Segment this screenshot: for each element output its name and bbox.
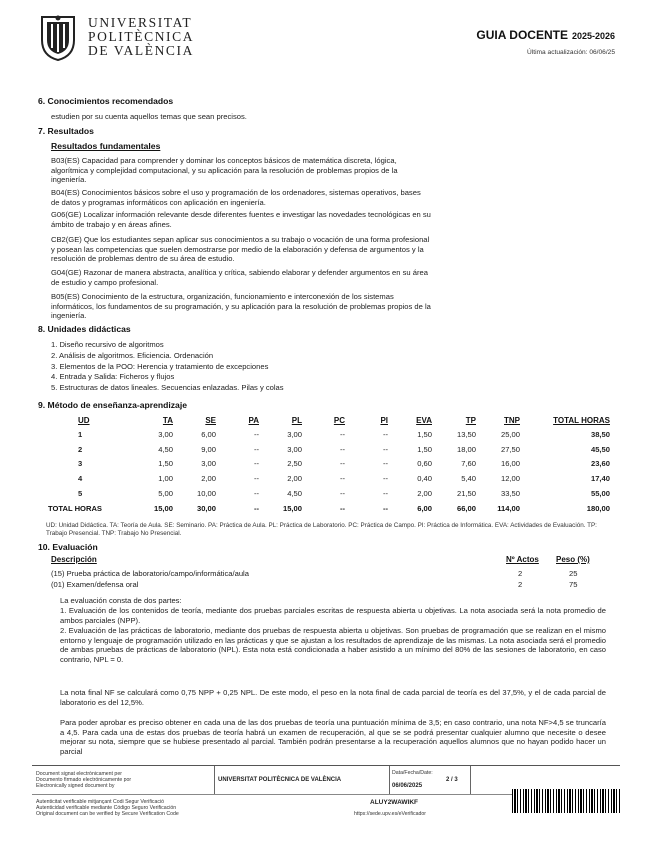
cell: -- [382,504,388,514]
crest-icon [38,14,78,62]
list-item: 3. Elementos de la POO: Herencia y tratamiento de excepciones [51,361,269,371]
eval-paragraph: La evaluación consta de dos partes: [60,596,182,605]
eval-col-peso: Peso (%) [556,555,590,564]
page-number: 2 / 3 [446,777,458,783]
cell: 23,60 [590,459,610,469]
cell: -- [339,489,345,499]
cell: 5,40 [461,474,476,484]
list-item: 1. Diseño recursivo de algoritmos [51,340,164,349]
sig-line: Electronically signed document by [36,783,115,790]
cell: -- [253,489,259,499]
eval-col-desc: Descripción [51,555,97,564]
doc-title [476,28,615,42]
signature-date: 06/06/2025 [392,783,423,789]
cell: 0,40 [417,474,432,484]
col-header: TA [162,415,173,425]
sig-line: Documento firmado electrónicamente por [36,777,132,784]
cell: 66,00 [456,504,476,514]
col-header: PC [333,415,345,425]
university-name-line2: POLITÈCNICA [88,29,195,44]
cell: 30,00 [196,504,216,514]
result-item: B05(ES) Conocimiento de la estructura, organización, funcionamiento e interconexión de los sistemas informáticos, los fundamentos de su programación, y su aplicación para la resolución de problemas propios de la ingeniería. [51,292,431,320]
section-6-title: 6. Conocimientos recomendados [38,96,174,106]
result-item: G06(GE) Localizar información relevante desde diferentes fuentes e investigar las novedades tecnológicas en su ámbito de trabajo y en áreas afines. [51,210,431,229]
eval-row-peso: 25 [569,569,578,578]
cell: -- [382,489,388,499]
verify-line: Original document can be verified by Secure Verification Code [36,811,179,818]
section-7-title: 7. Resultados [38,126,94,136]
result-item: B04(ES) Conocimientos básicos sobre el uso y programación de los ordenadores, sistemas operativos, bases de datos y programas informáticos con aplicación en ingeniería. [51,188,421,207]
cell: 5,00 [158,489,173,499]
cell: 180,00 [586,504,610,514]
cell: 38,50 [590,429,610,439]
university-name-line3: DE VALÈNCIA [88,43,194,58]
cell: 27,50 [500,444,520,454]
cell: 9,00 [201,444,216,454]
col-header: TOTAL HORAS [553,415,610,425]
cell: -- [382,444,388,454]
cell: 4,50 [158,444,173,454]
col-header: PA [248,415,259,425]
academic-year: 2025-2026 [571,31,615,41]
cell: 18,00 [456,444,476,454]
cell: 55,00 [590,489,610,499]
col-header: PI [380,415,388,425]
result-item: B03(ES) Capacidad para comprender y dominar los conceptos básicos de matemática discreta, lógica, algorítmica y complejidad computacional, y su aplicación para la resolución de problemas propios de la ingeniería. [51,156,398,184]
last-updated: Última actualización: 06/06/25 [527,49,615,56]
eval-row-actos: 2 [518,580,523,589]
cell: 1,50 [417,429,432,439]
list-item: 4. Entrada y Salida: Ficheros y flujos [51,372,175,382]
section-10-title: 10. Evaluación [38,542,98,552]
cell: 3,00 [158,429,173,439]
table-row [48,471,610,486]
cell: 5 [78,489,83,499]
cell: 17,40 [590,474,610,484]
cell: 2,00 [201,474,216,484]
section-8-title: 8. Unidades didácticas [38,324,131,334]
cell: 16,00 [500,459,520,469]
section-6-text: estudien por su cuenta aquellos temas que sean precisos. [51,112,247,121]
cell: 21,50 [456,489,476,499]
cell: 4,50 [287,489,302,499]
cell: 2 [78,444,83,454]
section-9-title: 9. Método de enseñanza-aprendizaje [38,400,187,410]
date-label: Data/Fecha/Date: [392,770,433,776]
cell: -- [339,474,345,484]
verify-line: Autenticitat verificable mitjançant Codi Segur Verificació [36,799,165,805]
cell: -- [253,474,259,484]
cell: 12,00 [500,474,520,484]
cell: 4 [78,474,83,484]
col-header: UD [78,415,90,425]
eval-paragraph: Para poder aprobar es preciso obtener en cada una de las dos pruebas de teoría una puntuación mínima de 3,5; en caso contrario, una nota NF>4,5 se truncaría a 4,5. Para cada una de estas dos pruebas de teoría habrá un examen de recuperación, al que se se podrá presentar cualquier alumno que necesite o desee mejorar su nota, siempre que se hubiese presentado al parcial. También podrán presentarse a la recuperación aquellos alumnos que no hayan podido hacer un parcial [60,718,606,756]
verify-line: Autenticidad verificable mediante Código Seguro Verificación [36,805,177,812]
cell: 15,00 [282,504,302,514]
col-header: SE [205,415,216,425]
cell: 15,00 [153,504,173,514]
cell: -- [253,444,259,454]
cell: -- [339,429,345,439]
cell: 45,50 [590,444,610,454]
cell: -- [382,474,388,484]
col-header: EVA [416,415,432,425]
cell: 7,60 [461,459,476,469]
eval-row-peso: 75 [569,580,578,589]
hours-table [48,413,610,517]
university-logo [38,14,193,64]
cell: 1,50 [158,459,173,469]
verification-code: ALUY2WAWIKF [370,799,419,806]
sig-line: Document signat electrònicament per [36,771,122,777]
footer-university: UNIVERSITAT POLITÈCNICA DE VALÈNCIA [218,777,342,783]
result-item: G04(GE) Razonar de manera abstracta, analítica y crítica, sabiendo elaborar y defender argumentos en su área de estudio y campo profesional. [51,268,428,287]
cell: -- [253,459,259,469]
col-header: TNP [504,415,520,425]
cell: 33,50 [500,489,520,499]
eval-row-actos: 2 [518,569,523,578]
cell: 13,50 [456,429,476,439]
table-header-row [48,413,610,427]
cell: 1,50 [417,444,432,454]
col-header: PL [291,415,302,425]
eval-row-desc: (15) Prueba práctica de laboratorio/campo/informática/aula [51,569,249,578]
cell: TOTAL HORAS [48,504,103,514]
section-7-subtitle: Resultados fundamentales [51,141,161,151]
units-list [51,340,284,394]
cell: 2,00 [417,489,432,499]
table-row [48,486,610,501]
table-total-row [48,501,610,517]
cell: -- [382,459,388,469]
cell: -- [339,504,345,514]
cell: -- [339,459,345,469]
table-row [48,457,610,472]
eval-row-desc: (01) Examen/defensa oral [51,580,139,589]
cell: 6,00 [201,429,216,439]
cell: 3,00 [287,444,302,454]
cell: 3,00 [287,429,302,439]
cell: 1 [78,429,83,439]
cell: 114,00 [497,504,520,514]
barcode-icon [512,789,620,813]
eval-col-actos: Nº Actos [506,555,539,564]
cell: -- [253,429,259,439]
eval-paragraph: 2. Evaluación de las prácticas de laboratorio, mediante dos pruebas de respuesta abierta u objetivas. Son pruebas de programación que se realizan en el mismo entorno y lenguaje de programación utilizado en las prácticas y que se ajustan a los resultados de aprendizaje de las mismas. La nota asociada será el promedio de ambas pruebas de prácticas de laboratorio (NPL). Esta nota está condicionada a haber asistido a un mínimo del 80% de las sesiones de laboratorio, en caso contrario, NPL = 0. [60,626,606,664]
cell: 2,50 [287,459,302,469]
cell: -- [339,444,345,454]
cell: -- [382,429,388,439]
cell: 0,60 [417,459,432,469]
table-legend: UD: Unidad Didáctica. TA: Teoría de Aula. SE: Seminario. PA: Práctica de Aula. PL: Práctica de Laboratorio. PC: Práctica de Campo. PI: Práctica de Informática. EVA: Actividades de Evaluación. TP: Trabajo Presencial. TNP: Trabajo No Presencial. [46,522,597,537]
cell: 6,00 [417,504,432,514]
cell: 10,00 [196,489,216,499]
cell: 1,00 [158,474,173,484]
cell: 3,00 [201,459,216,469]
eval-paragraph: La nota final NF se calculará como 0,75 NPP + 0,25 NPL. De este modo, el peso en la nota final de cada parcial de teoría es del 37,5%, y el de cada parcial de laboratorio es del 12,5%. [60,688,606,707]
cell: 2,00 [287,474,302,484]
university-name-line1: UNIVERSITAT [88,15,193,30]
list-item: 2. Análisis de algoritmos. Eficiencia. Ordenación [51,350,214,360]
eval-paragraph: 1. Evaluación de los contenidos de teoría, mediante dos pruebas parciales escritas de respuesta abierta u objetivas. La nota asociada será la nota promedio de ambos parciales (NPP). [60,606,606,625]
list-item: 5. Estructuras de datos lineales. Secuencias enlazadas. Pilas y colas [51,383,284,393]
result-item: CB2(GE) Que los estudiantes sepan aplicar sus conocimientos a su trabajo o vocación de una forma profesional y posean las competencias que suelen demostrarse por medio de la elaboración y defensa de argumentos y la resolución de problemas dentro de su área de estudio. [51,235,430,263]
col-header: TP [465,415,476,425]
table-row [48,442,610,457]
verification-url[interactable]: https://sede.upv.es/eVerificador [354,811,426,817]
cell: -- [253,504,259,514]
cell: 3 [78,459,83,469]
doc-title-text: GUIA DOCENTE [476,28,568,42]
cell: 25,00 [500,429,520,439]
table-row [48,427,610,442]
